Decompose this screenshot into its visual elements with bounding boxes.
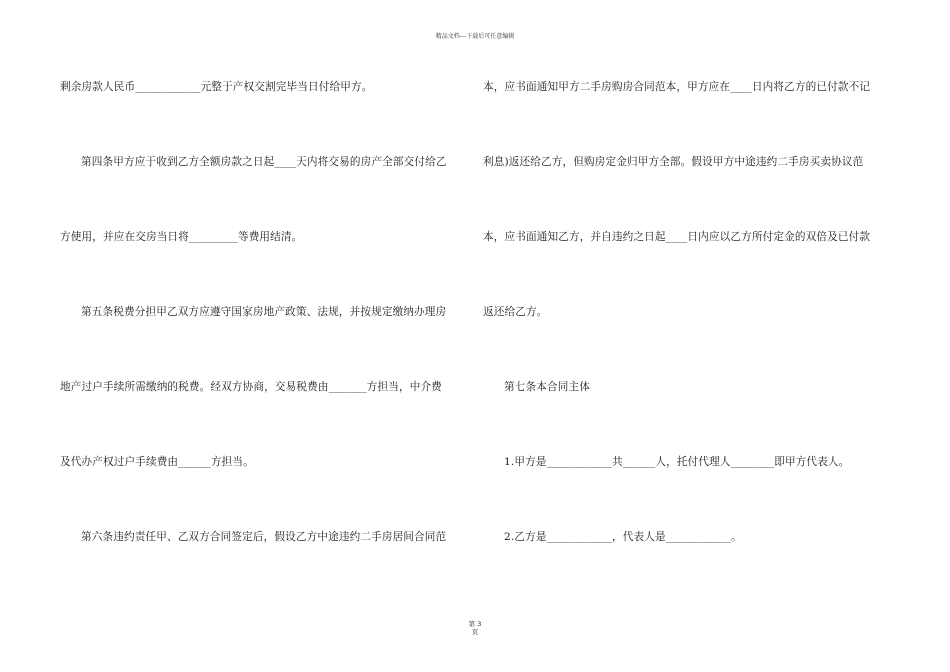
right-line-7: 2.乙方是____________，代表人是____________。 (504, 531, 742, 543)
right-line-5: 第七条本合同主体 (504, 381, 590, 393)
right-line-2: 利息)返还给乙方，但购房定金归甲方全部。假设甲方中途违约二手房买卖协议范 (483, 156, 864, 168)
right-line-6: 1.甲方是____________共______人，托付代理人________即甲方代表人。 (504, 456, 850, 468)
right-line-4: 返还给乙方。 (483, 306, 548, 318)
page-number-line-1: 第 3 (468, 620, 482, 628)
header-text: 精品文档---下载后可任意编辑 (435, 33, 515, 40)
left-line-2: 第四条甲方应于收到乙方全额房款之日起____天内将交易的房产全部交付给乙 (81, 156, 447, 168)
left-line-4: 第五条税费分担甲乙双方应遵守国家房地产政策、法规，并按规定缴纳办理房 (81, 306, 447, 318)
page-number-line-2: 页 (471, 628, 479, 636)
left-line-1: 剩余房款人民币____________元整于产权交割完毕当日付给甲方。 (60, 81, 373, 93)
page-header (0, 33, 950, 41)
right-line-1: 本，应书面通知甲方二手房购房合同范本，甲方应在____日内将乙方的已付款不记 (483, 81, 871, 93)
left-line-7: 第六条违约责任甲、乙双方合同签定后，假设乙方中途违约二手房居间合同范 (81, 531, 447, 543)
left-line-6: 及代办产权过户手续费由______方担当。 (60, 456, 254, 468)
left-line-3: 方使用，并应在交房当日将_________等费用结清。 (60, 231, 303, 243)
page-number (0, 620, 950, 636)
right-line-3: 本，应书面通知乙方，并自违约之日起____日内应以乙方所付定金的双倍及已付款 (483, 231, 871, 243)
left-line-5: 地产过户手续所需缴纳的税费。经双方协商，交易税费由_______方担当，中介费 (60, 381, 442, 393)
